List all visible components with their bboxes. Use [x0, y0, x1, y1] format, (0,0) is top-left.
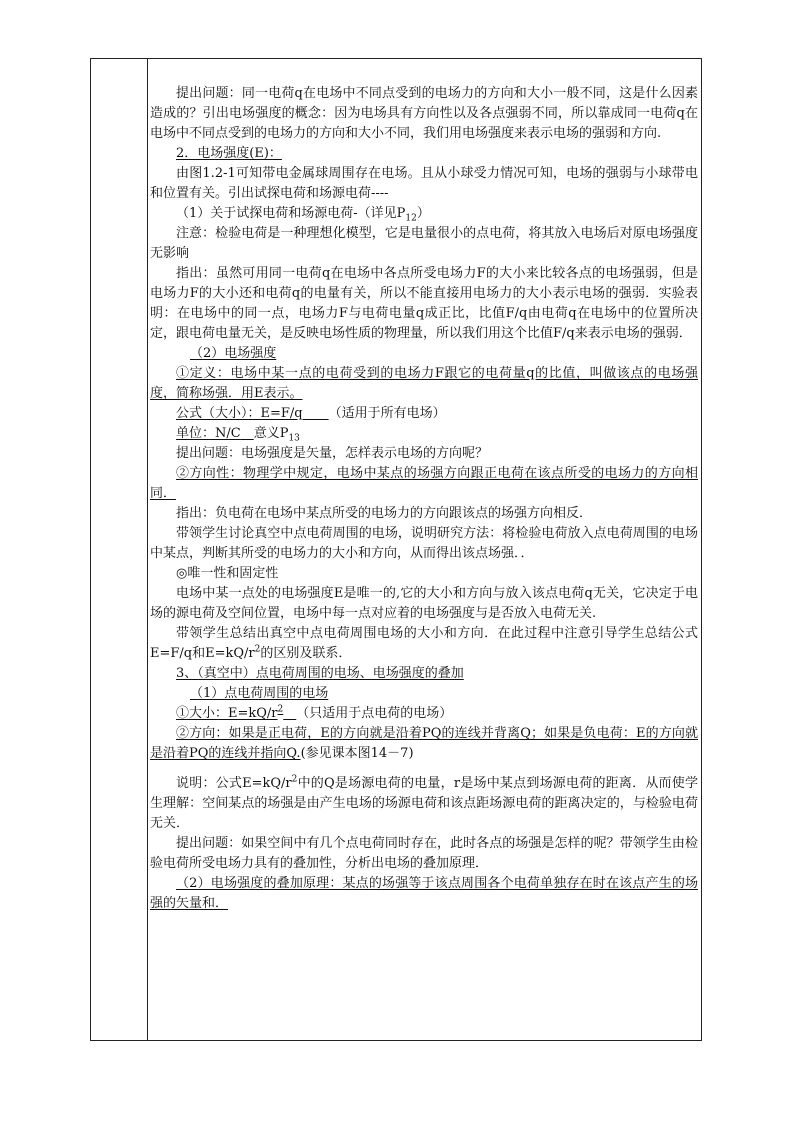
intro-paragraph: 由图1.2-1可知带电金属球周围存在电场。且从小球受力情况可知，电场的强弱与小球带电和位置有关。引出试探电荷和场源电荷----	[150, 166, 698, 201]
unit-line: 单位：N/C 意义$P_{13}$	[176, 426, 300, 444]
direction-rule: ②方向：如果是正电荷，E的方向就是沿着PQ的连线并背离Q；如果是负电荷：E的方向就是沿着PQ的连线并指向Q.(参见课本图14－7)	[150, 726, 698, 761]
explanation-paragraph: 说明：公式$E=kQ/r^2$中的Q是场源电荷的电量，r是场中某点到场源电荷的距离．从而使学生理解：空间某点的场强是由产生电场的场源电荷和该点距场源电荷的距离决定的，与检验电荷无关．	[150, 774, 698, 831]
formula-line: 公式（大小）：E=F/q （适用于所有电场）	[176, 406, 446, 421]
section-heading-2: 2．电场强度(E)：	[176, 146, 282, 161]
uniqueness-paragraph: 电场中某一点处的电场强度E是唯一的,它的大小和方向与放入该点电荷q无关，它决定于电场的源电荷及空间位置，电场中每一点对应着的电场强度与是否放入电荷无关.	[150, 586, 698, 621]
column-divider	[147, 59, 148, 1040]
definition-paragraph: ①定义：电场中某一点的电荷受到的电场力F跟它的电荷量q的比值，叫做该点的电场强度，简称场强．用E表示。	[150, 366, 698, 401]
uniqueness-heading: ◎唯一性和固定性	[176, 566, 279, 581]
direction-question: 提出问题：电场强度是矢量，怎样表示电场的方向呢？	[176, 446, 489, 461]
question-paragraph: 提出问题：同一电荷q在电场中不同点受到的电场力的方向和大小一般不同，这是什么因素造成的？引出电场强度的概念：因为电场具有方向性以及各点强弱不同，所以靠成同一电荷q在电场中不同点受到的电场力的方向和大小不同，我们用电场强度来表示电场的强弱和方向.	[150, 86, 698, 141]
superposition-question: 提出问题：如果空间中有几个点电荷同时存在，此时各点的场强是怎样的呢？带领学生由检验电荷所受电场力具有的叠加性，分析出电场的叠加原理．	[150, 836, 698, 871]
lesson-content	[150, 84, 698, 914]
subheading-point-charge: （1）点电荷周围的电场	[190, 686, 329, 701]
magnitude-line: ①大小：$E=kQ/r^2$ （只适用于点电荷的电场）	[176, 704, 453, 721]
negative-charge-note: 指出：负电荷在电场中某点所受的电场力的方向跟该点的场强方向相反．	[176, 506, 593, 521]
direction-paragraph: ②方向性：物理学中规定，电场中某点的场强方向跟正电荷在该点所受的电场力的方向相同．	[150, 466, 698, 501]
summary-paragraph: 带领学生总结出真空中点电荷周围电场的大小和方向．在此过程中注意引导学生总结公式E=F/q和$E=kQ/r^2$的区别及联系．	[150, 626, 698, 661]
point-out-paragraph: 指出：虽然可用同一电荷q在电场中各点所受电场力F的大小来比较各点的电场强弱，但是电场力F的大小还和电荷q的电量有关，所以不能直接用电场力的大小表示电场的强弱．实验表明：在电场中的同一点，电场力F与电荷电量q成正比，比值F/q由电荷q在电场中的位置所决定，跟电荷电量无关，是反映电场性质的物理量，所以我们用这个比值F/q来表示电场的强弱．	[150, 266, 698, 341]
subheading-test-charge: （1）关于试探电荷和场源电荷-（详见$P_{12}$）	[176, 206, 430, 224]
subheading-field-strength: （2）电场强度	[190, 346, 277, 361]
section-heading-3: 3、（真空中）点电荷周围的电场、电场强度的叠加	[176, 666, 464, 681]
discussion-paragraph: 带领学生讨论真空中点电荷周围的电场，说明研究方法：将检验电荷放入点电荷周围的电场中某点，判断其所受的电场力的大小和方向，从而得出该点场强．．	[150, 526, 698, 561]
note-paragraph: 注意：检验电荷是一种理想化模型，它是电量很小的点电荷，将其放入电场后对原电场强度无影响	[150, 226, 698, 261]
superposition-principle: （2）电场强度的叠加原理：某点的场强等于该点周围各个电荷单独存在时在该点产生的场强的矢量和．	[150, 876, 698, 911]
